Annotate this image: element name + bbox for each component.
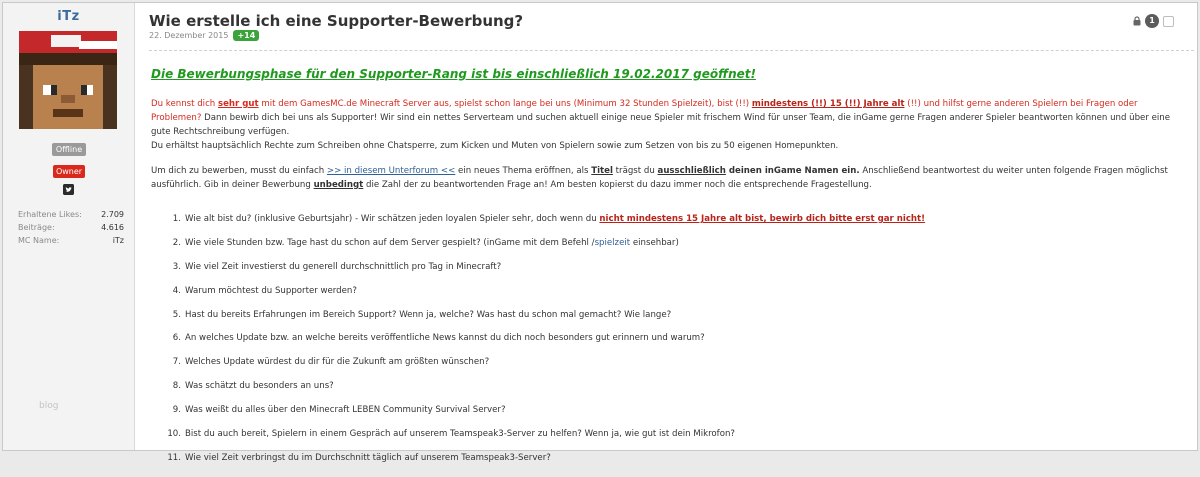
list-text: Hast du bereits Erfahrungen im Bereich Support? Wenn ja, welche? Was hast du schon mal gemacht? Wie lange? [185, 309, 672, 320]
emphasis: unbedingt [313, 180, 364, 190]
stat-value[interactable]: 4.616 [101, 223, 124, 232]
twitter-icon[interactable] [63, 184, 74, 195]
text: (!!) und hilfst gerne anderen Spielern bei Fragen oder Problemen? [151, 99, 1138, 123]
emphasis: Titel [591, 166, 613, 176]
stat-label: Beiträge: [18, 223, 55, 232]
list-item [151, 214, 1181, 238]
list-item [151, 310, 1181, 334]
subforum-link[interactable]: >> in diesem Unterforum << [326, 166, 456, 176]
question-list [151, 214, 1181, 477]
emphasis: mindestens (!!) 15 (!!) Jahre alt [751, 99, 905, 109]
list-number: 11. [167, 452, 181, 463]
divider [149, 50, 1194, 51]
username-link[interactable]: iTz [57, 9, 80, 24]
post-meta [149, 30, 259, 41]
list-text: Was schätzt du besonders an uns? [185, 381, 334, 392]
list-number: 2. [172, 237, 181, 248]
emphasis: ausschließlich [657, 166, 726, 176]
stat-value: iTz [112, 236, 124, 245]
command-link[interactable]: spielzeit [594, 237, 631, 248]
text: Wie alt bist du? (inklusive Geburtsjahr) - Wir schätzen jeden loyalen Spieler sehr, doch wenn du [185, 214, 600, 224]
list-item [151, 405, 1181, 429]
post-controls [1133, 14, 1174, 28]
list-text [185, 214, 925, 238]
stat-row [18, 223, 124, 236]
user-sidebar [3, 3, 135, 450]
headline: Die Bewerbungsphase für den Supporter-Rang ist bis einschließlich 19.02.2017 geöffnet! [151, 67, 756, 81]
emphasis: deinen inGame Namen ein. [725, 166, 860, 176]
list-number: 7. [172, 357, 181, 368]
text: Du kennst dich [151, 99, 218, 109]
list-text: Wie viel Zeit verbringst du im Durchschnitt täglich auf unserem Teamspeak3-Server? [185, 452, 551, 463]
count-badge: 1 [1145, 14, 1159, 28]
stat-row [18, 210, 124, 223]
post-body [151, 67, 1181, 477]
list-number: 10. [167, 429, 181, 440]
list-number: 6. [172, 333, 181, 344]
text: Dann bewirb dich bei uns als Supporter! Wir sind ein nettes Serverteam und suchen aktuell einige neue Spieler mit frischem Wind für unser Team, die inGame gerne Fragen anderer Spieler beantworten können und über eine gute Rechtschreibung verfügen. [151, 113, 1171, 137]
emphasis: sehr gut [217, 99, 259, 109]
list-text: Welches Update würdest du dir für die Zukunft am größten wünschen? [185, 357, 490, 368]
text: mit dem GamesMC.de Minecraft Server aus, spielst schon lange bei uns (Minimum 32 Stunden Spielzeit), bist (!!) [258, 99, 752, 109]
text: Wie viele Stunden bzw. Tage hast du schon auf dem Server gespielt? (inGame mit dem Befehl / [185, 237, 595, 248]
user-stats [18, 210, 124, 249]
list-item [151, 262, 1181, 286]
text: Anschließend beantwortest du weiter unten folgende Fragen möglichst ausführlich. Gib in deiner Bewerbung [151, 166, 1168, 190]
list-number: 1. [172, 214, 181, 224]
select-checkbox[interactable] [1163, 16, 1174, 27]
stat-label: Erhaltene Likes: [18, 210, 82, 219]
list-number: 5. [172, 309, 181, 320]
status-badge: Offline [52, 143, 86, 156]
rights-paragraph: Du erhältst hauptsächlich Rechte zum Schreiben ohne Chatsperre, zum Kicken und Muten von Spielern sowie zum Setzen von bis zu 50 eigenen Homepunkten. [151, 141, 839, 151]
post-date[interactable]: 22. Dezember 2015 [149, 31, 229, 40]
lock-icon [1133, 16, 1141, 26]
likes-badge: +14 [233, 30, 259, 41]
list-item [151, 429, 1181, 453]
list-item [151, 453, 1181, 477]
text: Um dich zu bewerben, musst du einfach [151, 166, 327, 176]
text: die Zahl der zu beantwortenden Frage an! Am besten kopierst du dazu immer noch die entsprechende Fragestellung. [363, 180, 872, 190]
stat-row [18, 236, 124, 249]
list-text [185, 238, 679, 262]
post-content [149, 3, 1194, 463]
list-text: Was weißt du alles über den Minecraft LEBEN Community Survival Server? [185, 405, 506, 416]
blog-link[interactable]: blog [39, 401, 59, 411]
list-text: Warum möchtest du Supporter werden? [185, 285, 357, 296]
list-number: 8. [172, 381, 181, 392]
list-item [151, 286, 1181, 310]
emphasis: nicht mindestens 15 Jahre alt bist, bewirb dich bitte erst gar nicht! [599, 214, 926, 224]
list-text: An welches Update bzw. an welche bereits veröffentliche News kannst du dich noch besonders gut erinnern und warum? [185, 333, 705, 344]
list-text: Bist du auch bereit, Spielern in einem Gespräch auf unserem Teamspeak3-Server zu helfen? Wenn ja, wie gut ist dein Mikrofon? [185, 429, 735, 440]
stat-value: 2.709 [101, 210, 124, 219]
text: ein neues Thema eröffnen, als [455, 166, 592, 176]
post-title[interactable]: Wie erstelle ich eine Supporter-Bewerbung? [149, 12, 524, 30]
list-item [151, 357, 1181, 381]
list-item [151, 238, 1181, 262]
stat-label: MC Name: [18, 236, 60, 245]
intro-paragraph [151, 97, 1181, 139]
spacer [151, 153, 1181, 164]
list-text: Wie viel Zeit investierst du generell durchschnittlich pro Tag in Minecraft? [185, 261, 502, 272]
rank-badge: Owner [53, 165, 85, 178]
list-number: 4. [172, 285, 181, 296]
forum-post [2, 2, 1198, 463]
text: einsehbar) [630, 237, 679, 248]
list-item [151, 381, 1181, 405]
avatar[interactable] [19, 31, 117, 129]
list-item [151, 333, 1181, 357]
list-number: 3. [172, 261, 181, 272]
apply-paragraph [151, 164, 1181, 192]
text: trägst du [612, 166, 658, 176]
list-number: 9. [172, 405, 181, 416]
